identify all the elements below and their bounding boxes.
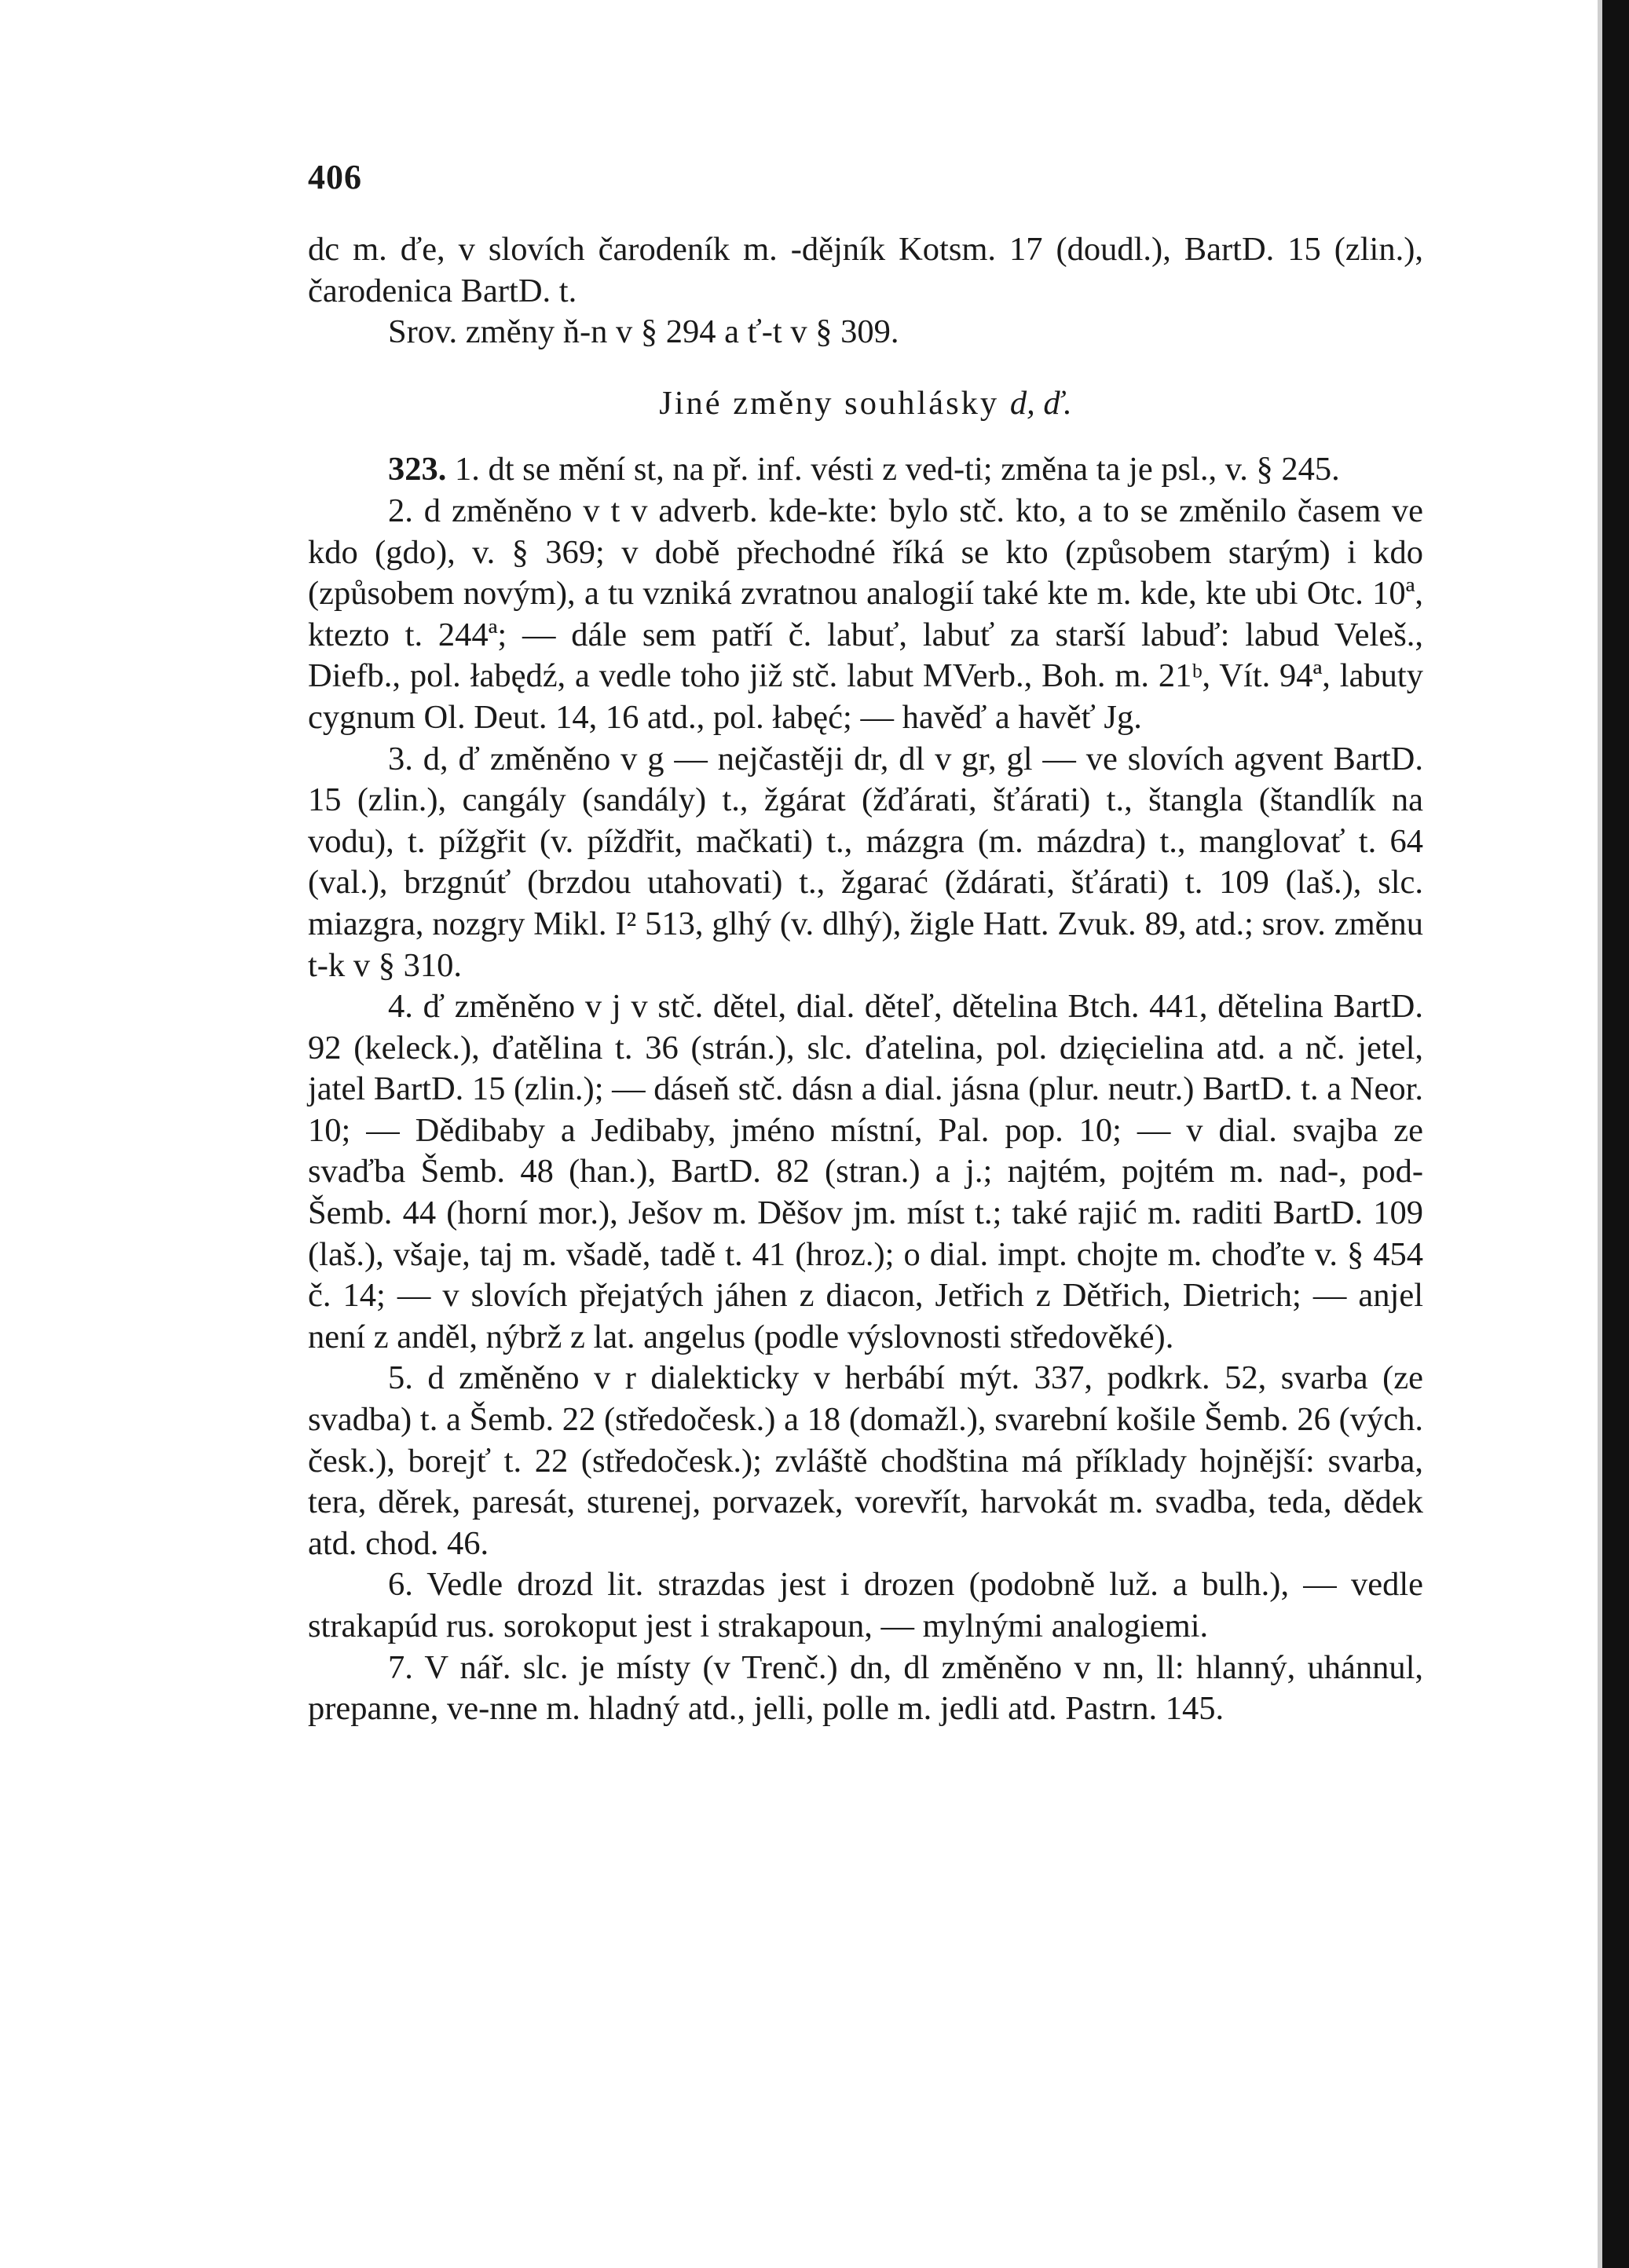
- section-heading-variables: d, ď.: [1009, 384, 1072, 422]
- article-paragraph-5: 5. d změněno v r dialekticky v herbábí mýt. 337, podkrk. 52, svarba (ze svadba) t. a Šemb. 22 (středočesk.) a 18 (domažl.), svarební košile Šemb. 26 (vých. česk.), borejť t. 22 (středočesk.); zvláště chodština má příklady hojnější: svarba, tera, děrek, paresát, sturenej, porvazek, vorevřít, harvokát m. svadba, teda, dědek atd. chod. 46.: [308, 1359, 1423, 1562]
- article-paragraph-1: [308, 449, 1423, 491]
- article-paragraph-1-text: 1. dt se mění st, na př. inf. vésti z ved-ti; změna ta je psl., v. § 245.: [455, 451, 1340, 488]
- article-paragraph-4: 4. ď změněno v j v stč. dětel, dial. děteľ, dětelina Btch. 441, dětelina BartD. 92 (keleck.), ďatělina t. 36 (strán.), slc. ďatelina, pol. dzięcielina atd. a nč. jetel, jatel BartD. 15 (zlin.); — dáseň stč. dásn a dial. jásna (plur. neutr.) BartD. t. a Neor. 10; — Dědibaby a Jedibaby, jméno místní, Pal. pop. 10; — v dial. svajba ze svaďba Šemb. 48 (han.), BartD. 82 (stran.) a j.; najtém, pojtém m. nad-, pod- Šemb. 44 (horní mor.), Ješov m. Děšov jm. míst t.; také rajić m. raditi BartD. 109 (laš.), všaje, taj m. všadě, tadě t. 41 (hroz.); o dial. impt. chojte m. choďte v. § 454 č. 14; — v slovích přejatých jáhen z diacon, Jetřich z Dětřich, Dietrich; — anjel není z anděl, nýbrž z lat. angelus (podle výslovnosti středověké).: [308, 988, 1423, 1355]
- section-heading-text: Jiné změny souhlásky: [659, 384, 1000, 422]
- article-paragraph-2: 2. d změněno v t v adverb. kde-kte: bylo stč. kto, a to se změnilo časem ve kdo (gdo), v. § 369; v době přechodné říká se kto (způsobem starým) i kdo (způsobem novým), a tu vzniká zvratnou analogií také kte m. kde, kte ubi Otc. 10ª, ktezto t. 244ª; — dále sem patří č. labuť, labuť za starší labuď: labud Veleš., Diefb., pol. łabędź, a vedle toho již stč. labut MVerb., Boh. m. 21ᵇ, Vít. 94ª, labuty cygnum Ol. Deut. 14, 16 atd., pol. łabęć; — havěď a havěť Jg.: [308, 492, 1423, 736]
- intro-paragraph: dc m. ďe, v slovích čarodeník m. -dějník Kotsm. 17 (doudl.), BartD. 15 (zlin.), čarodenica BartD. t.: [308, 231, 1423, 309]
- scan-edge: [1602, 0, 1629, 2268]
- page-text: [308, 229, 1423, 1730]
- article-paragraph-6: 6. Vedle drozd lit. strazdas jest i drozen (podobně luž. a bulh.), — vedle strakapúd rus. sorokoput jest i strakapoun, — mylnými analogiemi.: [308, 1566, 1423, 1644]
- article-paragraph-3: 3. d, ď změněno v g — nejčastěji dr, dl v gr, gl — ve slovích agvent BartD. 15 (zlin.), cangály (sandály) t., žgárat (žďárati, šťárati) t., štangla (štandlík na vodu), t. pížgřit (v. píždřit, mačkati) t., mázgra (m. mázdra) t., manglovať t. 64 (val.), brzgnúť (brzdou utahovati) t., žgarać (ždárati, šťárati) t. 109 (laš.), slc. miazgra, nozgry Mikl. I² 513, glhý (v. dlhý), žigle Hatt. Zvuk. 89, atd.; srov. změnu t-k v § 310.: [308, 740, 1423, 984]
- page-number: 406: [308, 158, 362, 196]
- intro-reference: Srov. změny ň-n v § 294 a ť-t v § 309.: [388, 313, 899, 351]
- article-number: 323.: [388, 451, 447, 488]
- article-paragraph-7: 7. V nář. slc. je místy (v Trenč.) dn, dl změněno v nn, ll: hlanný, uhánnul, prepanne, ve-nne m. hladný atd., jelli, polle m. jedli atd. Pastrn. 145.: [308, 1648, 1423, 1728]
- section-heading: [308, 383, 1423, 425]
